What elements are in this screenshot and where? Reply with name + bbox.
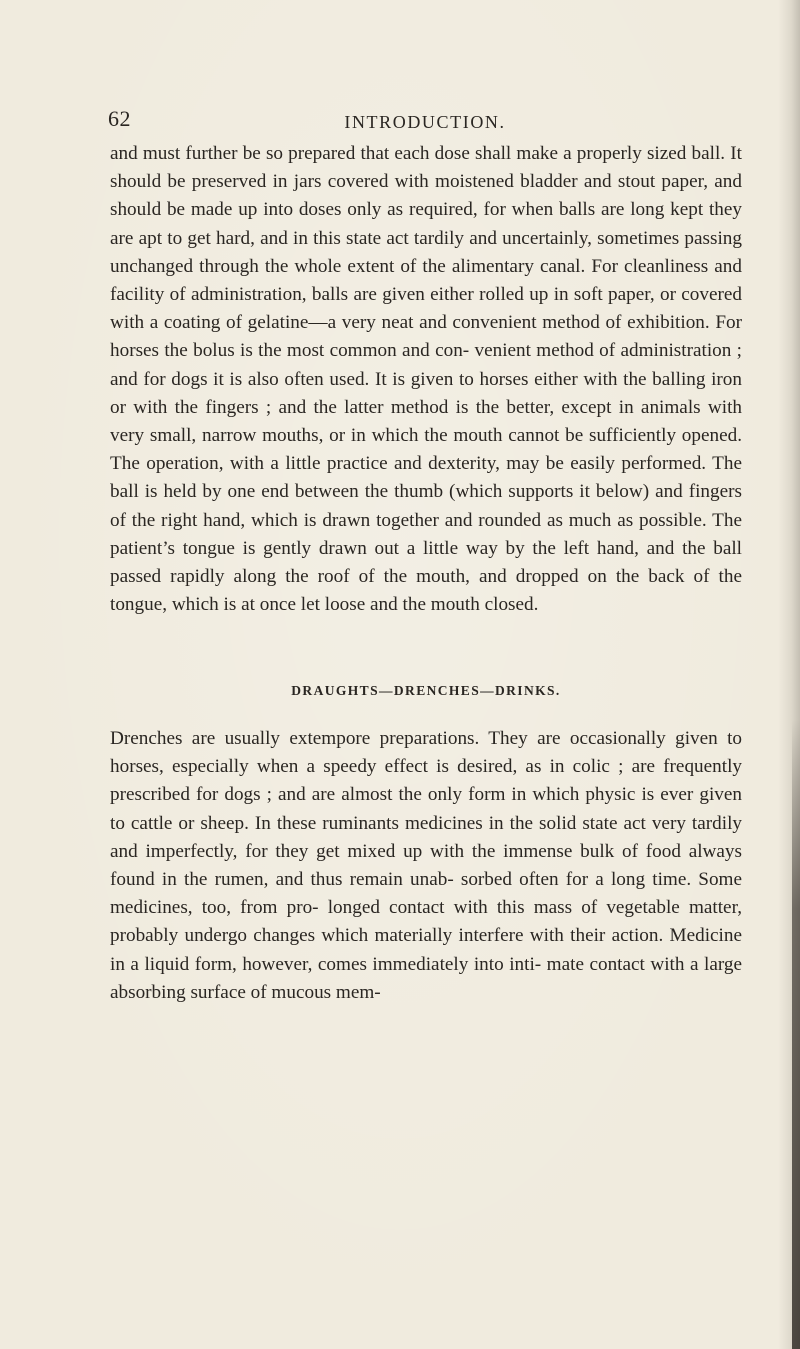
section-heading: DRAUGHTS—DRENCHES—DRINKS. [291,683,561,698]
paragraph-drenches: Drenches are usually extempore preparations. They are occasionally given to horses, especially when a speedy effect is desired, as in colic ; are frequently prescribed for dogs ; and are almost the only form in which physic is ever given to cattle or sheep. In these ruminants medicines in the solid state act very tardily and imperfectly, for they get mixed up with the immense bulk of food always found in the rumen, and thus remain unab- sorbed often for a long time. Some medicines, too, from pro- longed contact with this mass of vegetable matter, probably undergo changes which materially interfere with their action. Medicine in a liquid form, however, comes immediately into inti- mate contact with a large absorbing surface of mucous mem- [110,728,742,1003]
page-header [108,108,742,138]
paragraph-balls: and must further be so prepared that each dose shall make a properly sized ball. It should be preserved in jars covered with moistened bladder and stout paper, and should be made up into doses only as required, for when balls are long kept they are apt to get hard, and in this state act tardily and uncertainly, sometimes passing unchanged through the whole extent of the alimentary canal. For cleanliness and facility of administration, balls are given either rolled up in soft paper, or covered with a coating of gelatine—a very neat and convenient method of exhibition. For horses the bolus is the most common and con- venient method of administration ; and for dogs it is also often used. It is given to horses either with the balling iron or with the fingers ; and the latter method is the better, except in animals with very small, narrow mouths, or in which the mouth cannot be sufficiently opened. The operation, with a little practice and dexterity, may be easily performed. The ball is held by one end between the thumb (which supports it below) and fingers of the right hand, which is drawn together and rounded as much as possible. The patient’s tongue is gently drawn out a little way by the left hand, and the ball passed rapidly along the roof of the mouth, and dropped on the back of the tongue, which is at once let loose and the mouth closed. [110,143,742,616]
page-number: 62 [108,106,131,131]
page-edge-binding [792,720,800,1349]
running-head: INTRODUCTION. [344,112,506,132]
